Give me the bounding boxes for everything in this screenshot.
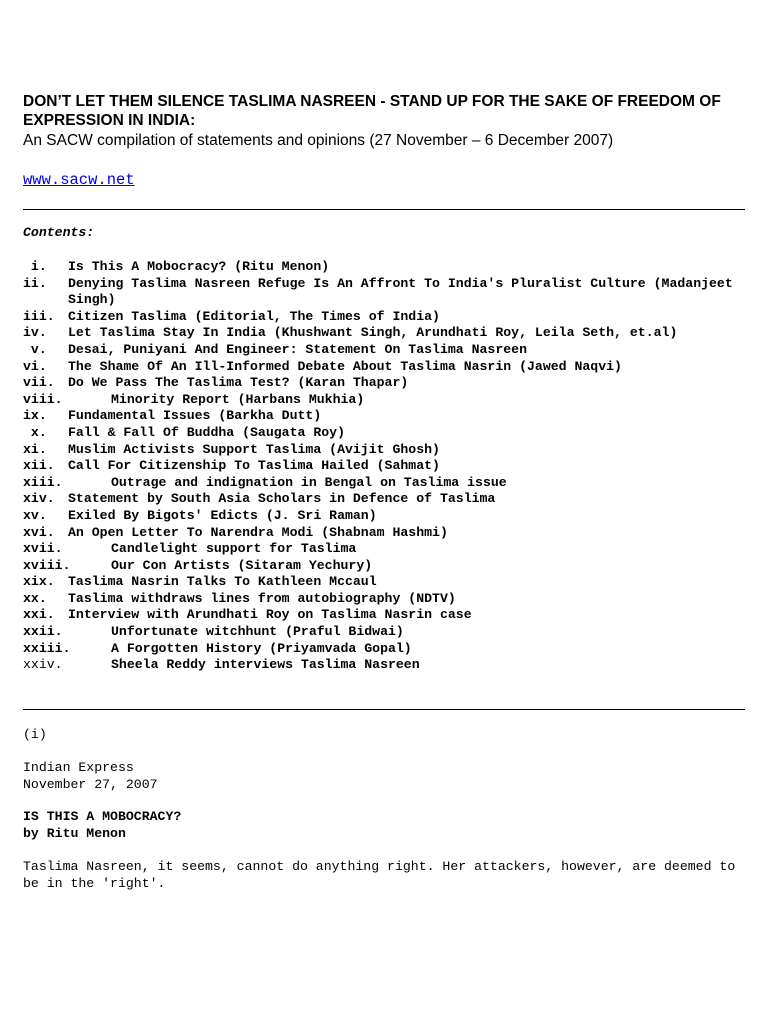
toc-item-number: xx. [23, 590, 47, 606]
toc-item [23, 392, 753, 409]
toc-item-title: An Open Letter To Narendra Modi (Shabnam Hashmi) [68, 524, 448, 540]
toc-item-title: Taslima withdraws lines from autobiography (NDTV) [68, 590, 456, 606]
toc-item [23, 657, 753, 674]
toc-item-title: Desai, Puniyani And Engineer: Statement On Taslima Nasreen [68, 341, 527, 357]
toc-item-title: Taslima Nasrin Talks To Kathleen Mccaul [68, 574, 377, 590]
toc-item-title: Call For Citizenship To Taslima Hailed (Sahmat) [68, 458, 440, 474]
toc-item [23, 641, 753, 658]
toc-item-number: vii. [23, 375, 55, 391]
toc-item [23, 375, 753, 392]
toc-item [23, 475, 753, 492]
toc-item [23, 458, 753, 475]
toc-item-title: A Forgotten History (Priyamvada Gopal) [111, 640, 412, 656]
toc-item [23, 491, 753, 508]
toc-item-number: xviii. [23, 557, 71, 573]
toc-item-number: x. [23, 424, 47, 440]
toc-item [23, 607, 753, 624]
toc-item-number: xvi. [23, 524, 55, 540]
toc-item-title: Statement by South Asia Scholars in Defence of Taslima [68, 491, 496, 507]
toc-item-title: The Shame Of An Ill-Informed Debate About Taslima Nasrin (Jawed Naqvi) [68, 358, 622, 374]
toc-item [23, 342, 753, 359]
table-of-contents [23, 259, 753, 674]
toc-item-title: Denying Taslima Nasreen Refuge Is An Affront To India's Pluralist Culture (Madanjeet Singh) [68, 275, 733, 308]
toc-item [23, 309, 753, 326]
toc-item [23, 558, 753, 575]
section-number: (i) [23, 727, 47, 742]
article-byline: by Ritu Menon [23, 826, 126, 841]
toc-item [23, 541, 753, 558]
toc-item-number: viii. [23, 391, 63, 407]
document-subtitle: An SACW compilation of statements and opinions (27 November – 6 December 2007) [23, 132, 614, 149]
toc-item-number: iii. [23, 308, 55, 324]
toc-item [23, 276, 753, 309]
contents-heading: Contents: [23, 225, 95, 240]
toc-item [23, 525, 753, 542]
toc-item [23, 624, 753, 641]
toc-item-title: Fundamental Issues (Barkha Dutt) [68, 408, 322, 424]
toc-item-number: xii. [23, 458, 55, 474]
toc-item-title: Do We Pass The Taslima Test? (Karan Thapar) [68, 375, 409, 391]
toc-item-number: i. [23, 259, 47, 274]
toc-item-title: Fall & Fall Of Buddha (Saugata Roy) [68, 424, 345, 440]
article-source: Indian Express [23, 760, 134, 775]
toc-item-number: xxiii. [23, 640, 71, 656]
toc-item-title: Let Taslima Stay In India (Khushwant Singh, Arundhati Roy, Leila Seth, et.al) [68, 325, 678, 341]
toc-item-title: Muslim Activists Support Taslima (Avijit Ghosh) [68, 441, 440, 457]
toc-item [23, 508, 753, 525]
toc-item-title: Exiled By Bigots' Edicts (J. Sri Raman) [68, 507, 377, 523]
toc-item [23, 574, 753, 591]
toc-item [23, 408, 753, 425]
toc-item-number: vi. [23, 358, 47, 374]
toc-item-number: xi. [23, 441, 47, 457]
toc-item [23, 442, 753, 459]
toc-item-number: xxi. [23, 607, 55, 623]
toc-item-title: Sheela Reddy interviews Taslima Nasreen [111, 657, 420, 673]
article-date: November 27, 2007 [23, 777, 158, 792]
toc-item-number: xiii. [23, 474, 63, 490]
divider-top [23, 209, 745, 210]
toc-item [23, 591, 753, 608]
toc-item-number: iv. [23, 325, 47, 341]
toc-item-number: xvii. [23, 541, 63, 557]
document-title: DON’T LET THEM SILENCE TASLIMA NASREEN - STAND UP FOR THE SAKE OF FREEDOM OF EXPRESSION IN INDIA: [23, 93, 721, 129]
toc-item-number: ix. [23, 408, 47, 424]
toc-item-number: ii. [23, 275, 47, 291]
toc-item-number: v. [23, 341, 47, 357]
toc-item-title: Interview with Arundhati Roy on Taslima Nasrin case [68, 607, 472, 623]
toc-item [23, 359, 753, 376]
toc-item-number: xxii. [23, 624, 63, 640]
toc-item-number: xix. [23, 574, 55, 590]
toc-item [23, 259, 753, 276]
toc-item-title: Minority Report (Harbans Mukhia) [111, 391, 365, 407]
toc-item-title: Is This A Mobocracy? (Ritu Menon) [68, 259, 330, 274]
toc-item [23, 325, 753, 342]
article-paragraph: Taslima Nasreen, it seems, cannot do anything right. Her attackers, however, are deemed to be in the 'right'. [23, 859, 736, 891]
toc-item-title: Outrage and indignation in Bengal on Taslima issue [111, 474, 507, 490]
toc-item-title: Unfortunate witchhunt (Praful Bidwai) [111, 624, 404, 640]
article-title: IS THIS A MOBOCRACY? [23, 809, 182, 824]
toc-item-number: xxiv. [23, 657, 63, 673]
divider-bottom [23, 709, 745, 710]
toc-item-number: xiv. [23, 491, 55, 507]
toc-item-title: Citizen Taslima (Editorial, The Times of India) [68, 308, 440, 324]
toc-item-title: Candlelight support for Taslima [111, 541, 357, 557]
toc-item-number: xv. [23, 507, 47, 523]
toc-item-title: Our Con Artists (Sitaram Yechury) [111, 557, 373, 573]
website-link[interactable]: www.sacw.net [23, 171, 135, 189]
toc-item [23, 425, 753, 442]
